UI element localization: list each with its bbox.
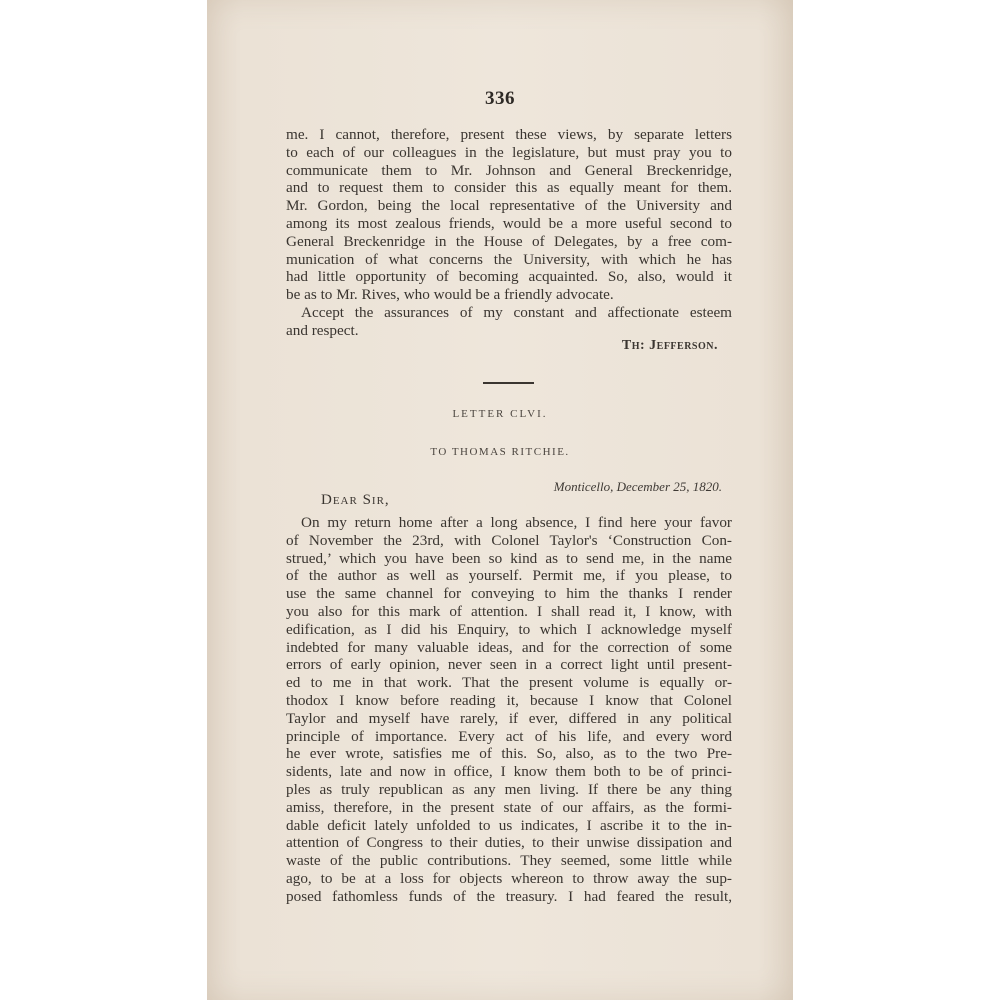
text-line: among its most zealous friends, would be a more useful second to xyxy=(286,214,732,232)
text-line: On my return home after a long absence, I find here your favor xyxy=(301,514,732,531)
letter-salutation: Dear Sir, xyxy=(321,492,390,508)
text-line: posed fathomless funds of the treasury. I had feared the result, xyxy=(286,887,732,905)
text-line: strued,’ which you have been so kind as to send me, in the name xyxy=(286,549,732,567)
text-line: be as to Mr. Rives, who would be a friendly advocate. xyxy=(286,286,614,304)
text-line: ples as truly republican as any men living. If there be any thing xyxy=(286,780,732,798)
text-line: and respect. xyxy=(286,321,359,339)
page-number: 336 xyxy=(485,88,515,109)
text-line: had little opportunity of becoming acquainted. So, also, would it xyxy=(286,268,732,286)
text-line: to each of our colleagues in the legislature, but must pray you to xyxy=(286,143,732,161)
text-line: Mr. Gordon, being the local representative of the University and xyxy=(286,197,732,215)
text-line: errors of early opinion, never seen in a correct light until present- xyxy=(286,656,732,674)
text-line: Accept the assurances of my constant and affectionate esteem xyxy=(301,303,732,321)
text-line: munication of what concerns the University, with which he has xyxy=(286,250,732,268)
text-line: ago, to be at a loss for objects whereon to throw away the sup- xyxy=(286,869,732,887)
signature: Th: Jefferson. xyxy=(621,338,718,353)
letter-body-text xyxy=(286,514,732,906)
text-line: ed to me in that work. That the present volume is equally or- xyxy=(286,674,732,692)
text-line: General Breckenridge in the House of Delegates, by a free com- xyxy=(286,232,732,250)
text-line: sidents, late and now in office, I know them both to be of princi- xyxy=(286,763,732,781)
text-line: attention of Congress to their duties, to their unwise dissipation and xyxy=(286,834,732,852)
text-line: you also for this mark of attention. I shall read it, I know, with xyxy=(286,602,732,620)
text-line: indebted for many valuable ideas, and for the correction of some xyxy=(286,638,732,656)
section-divider xyxy=(483,382,534,384)
text-line: edification, as I did his Enquiry, to which I acknowledge myself xyxy=(286,620,732,638)
continued-letter-text xyxy=(286,126,732,340)
text-line: and to request them to consider this as equally meant for them. xyxy=(286,179,732,197)
text-line: Taylor and myself have rarely, if ever, differed in any political xyxy=(286,709,732,727)
text-line: of November the 23rd, with Colonel Taylor's ‘Construction Con- xyxy=(286,531,732,549)
text-line: me. I cannot, therefore, present these views, by separate letters xyxy=(286,126,732,143)
letter-recipient: TO THOMAS RITCHIE. xyxy=(430,446,570,458)
text-line: dable deficit lately unfolded to us indicates, I ascribe it to the in- xyxy=(286,816,732,834)
text-line: he ever wrote, satisfies me of this. So, also, as to the two Pre- xyxy=(286,745,732,763)
text-line: amiss, therefore, in the present state of our affairs, as the formi- xyxy=(286,798,732,816)
text-line: principle of importance. Every act of his life, and every word xyxy=(286,727,732,745)
letter-dateline: Monticello, December 25, 1820. xyxy=(553,479,722,494)
text-line: of the author as well as yourself. Permit me, if you please, to xyxy=(286,567,732,585)
text-line: thodox I know before reading it, because I know that Colonel xyxy=(286,691,732,709)
letter-heading: LETTER CLVI. xyxy=(452,408,548,420)
text-line: waste of the public contributions. They seemed, some little while xyxy=(286,852,732,870)
book-page xyxy=(207,0,793,1000)
text-line: use the same channel for conveying to him the thanks I render xyxy=(286,585,732,603)
text-line: communicate them to Mr. Johnson and General Breckenridge, xyxy=(286,161,732,179)
